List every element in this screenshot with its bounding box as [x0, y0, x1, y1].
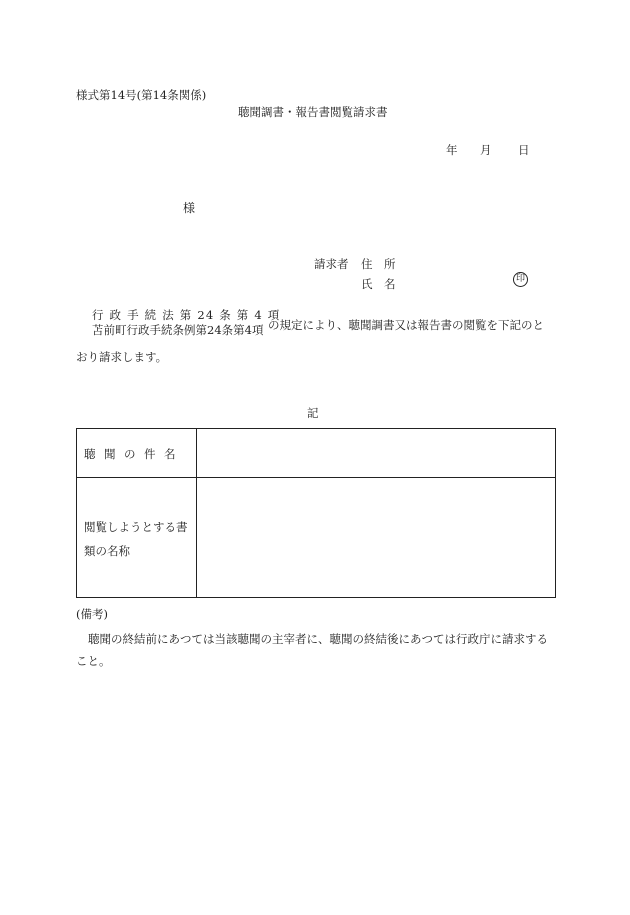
request-details-table [76, 428, 556, 598]
hearing-subject-row [77, 429, 555, 478]
request-statement: の規定により、聴聞調書又は報告書の閲覧を下記のと [268, 318, 544, 332]
date-day-label: 日 [518, 143, 530, 157]
addressee-suffix: 様 [183, 201, 196, 215]
requester-address-label: 住 所 [361, 257, 396, 271]
form-number: 様式第14号(第14条関係) [76, 88, 207, 102]
remarks-heading: (備考) [76, 607, 108, 621]
document-title: 聴聞調書・報告書閲覧請求書 [238, 105, 388, 119]
requester-name-label: 氏 名 [361, 277, 396, 291]
table-column-divider [196, 429, 197, 597]
date-month-label: 月 [480, 143, 492, 157]
document-name-label: 閲覧しようとする書類の名称 [84, 520, 188, 558]
law-reference-1: 行 政 手 続 法 第 24 条 第 4 項 [92, 308, 281, 322]
law-reference-2: 苫前町行政手続条例第24条第4項 [92, 323, 264, 337]
date-year-label: 年 [446, 143, 458, 157]
ki-heading: 記 [307, 406, 319, 420]
remarks-text: 聴聞の終結前にあつては当該聴聞の主宰者に、聴聞の終結後にあつては行政庁に請求すること。 [76, 632, 548, 668]
request-statement-continued: おり請求します。 [76, 350, 168, 364]
seal-mark: 印 [513, 272, 528, 287]
requester-label: 請求者 [314, 257, 349, 271]
date-line [446, 142, 530, 158]
hearing-subject-label: 聴聞の件名 [84, 447, 184, 461]
